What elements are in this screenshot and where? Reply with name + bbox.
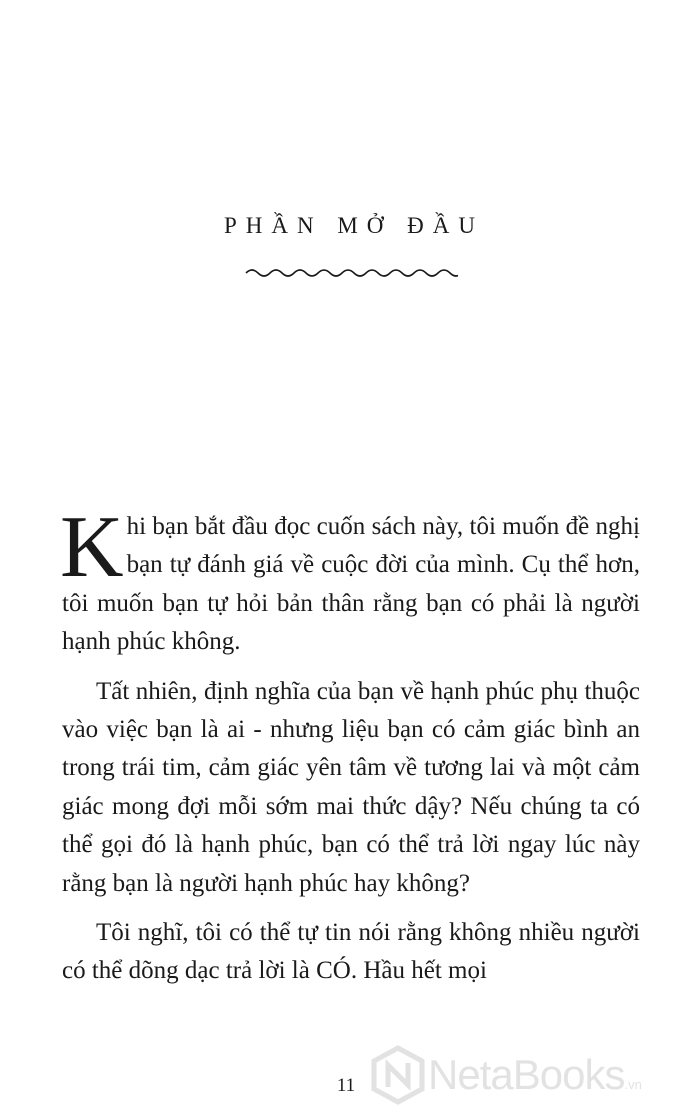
- chapter-title: PHẦN MỞ ĐẦU: [223, 213, 484, 238]
- drop-cap: K: [60, 499, 124, 596]
- paragraph-3: Tôi nghĩ, tôi có thể tự tin nói rằng không nhiều người có thể dõng dạc trả lời là CÓ. Hầu hết mọi: [62, 919, 640, 985]
- page-number: 11: [336, 1075, 356, 1096]
- wavy-divider-icon: [244, 266, 458, 280]
- watermark-suffix: .vn: [624, 1077, 642, 1092]
- watermark: [370, 1040, 695, 1110]
- paragraph-1: [60, 499, 640, 662]
- watermark-brand: NetaBooks: [428, 1051, 625, 1098]
- body-text: [60, 499, 640, 1002]
- netabooks-logo-icon: [370, 1045, 426, 1105]
- paragraph-2: Tất nhiên, định nghĩa của bạn về hạnh phúc phụ thuộc vào việc bạn là ai - nhưng liệu bạn có cảm giác bình an trong trái tim, cảm giác yên tâm về tương lai và một cảm giác mong đợi mỗi sớm mai thức dậy? Nếu chúng ta có thể gọi đó là hạnh phúc, bạn có thể trả lời ngay lúc này rằng bạn là người hạnh phúc hay không?: [62, 677, 640, 897]
- paragraph-1-text: hi bạn bắt đầu đọc cuốn sách này, tôi muốn đề nghị bạn tự đánh giá về cuộc đời của mình. Cụ thể hơn, tôi muốn bạn tự hỏi bản thân rằng bạn có phải là người hạnh phúc không.: [62, 513, 640, 656]
